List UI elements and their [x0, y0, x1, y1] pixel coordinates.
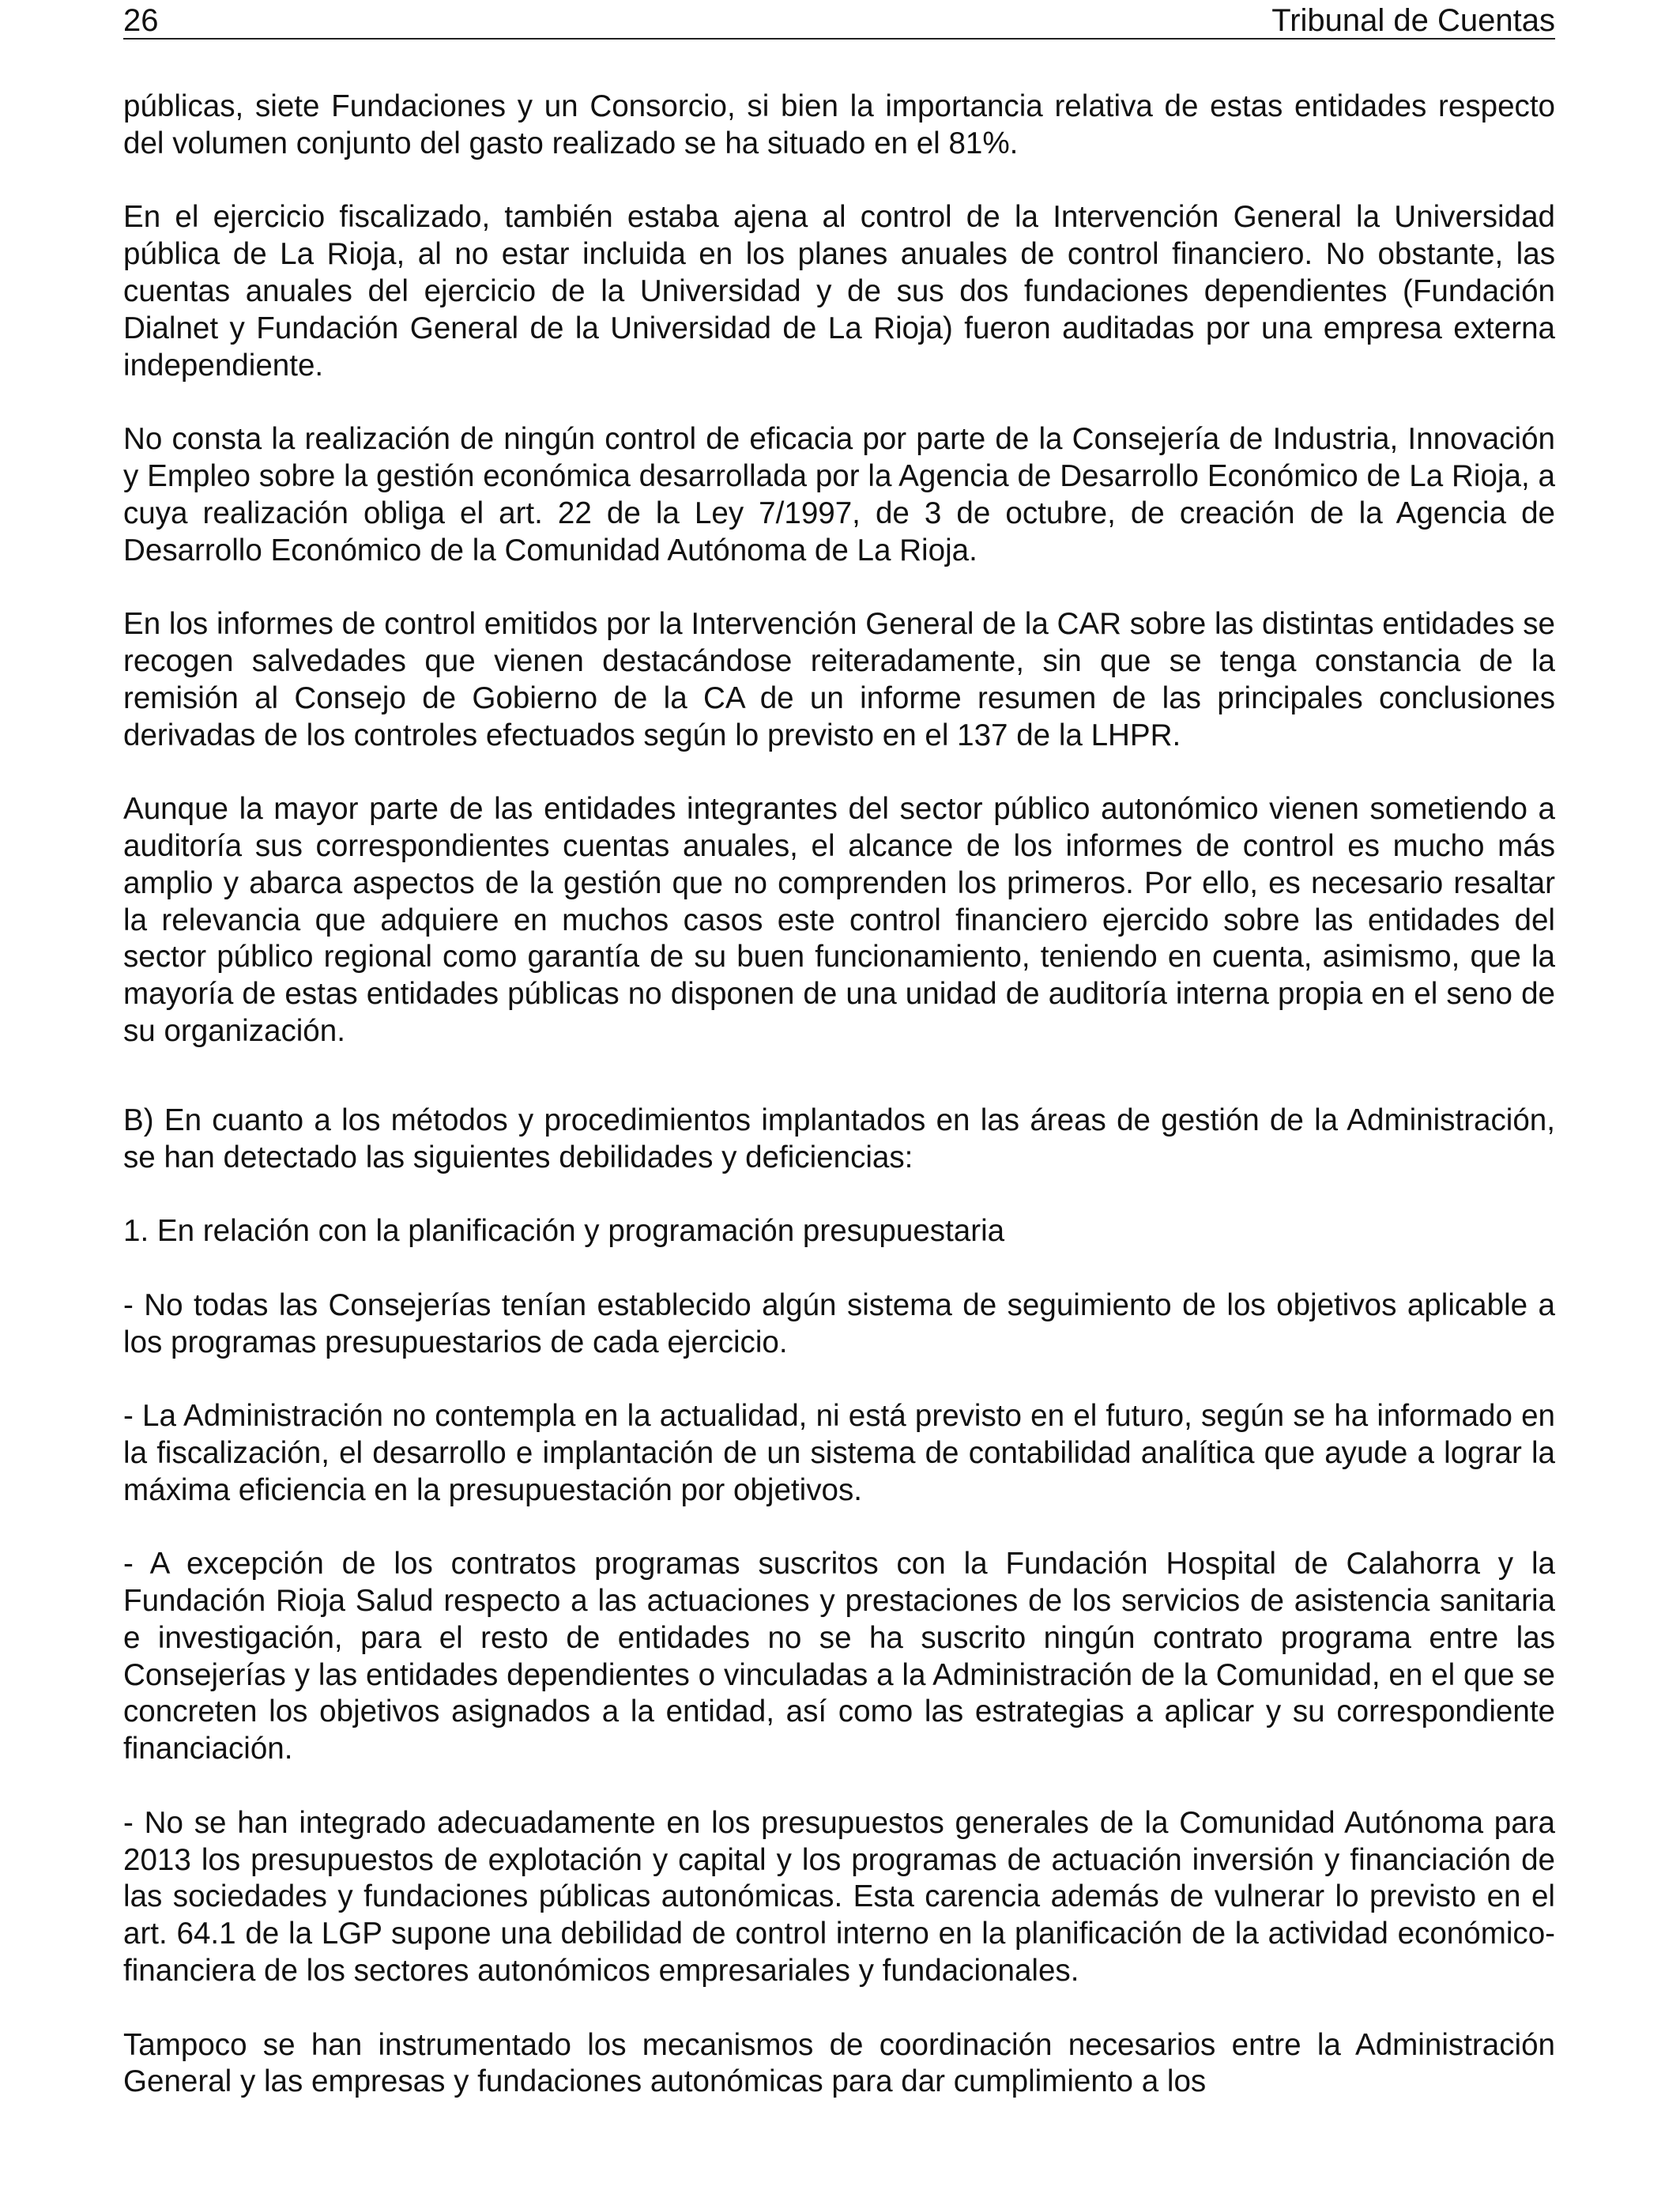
paragraph-1: públicas, siete Fundaciones y un Consorcio, si bien la importancia relativa de estas entidades respecto del volumen conjunto del gasto realizado se ha situado en el 81%. [123, 89, 1555, 160]
bullet-1: - No todas las Consejerías tenían establecido algún sistema de seguimiento de los objetivos aplicable a los programas presupuestarios de cada ejercicio. [123, 1287, 1555, 1359]
document-body [123, 89, 1555, 2101]
running-title: Tribunal de Cuentas [1271, 3, 1555, 38]
paragraph-3: No consta la realización de ningún control de eficacia por parte de la Consejería de Industria, Innovación y Empleo sobre la gestión económica desarrollada por la Agencia de Desarrollo Económico de La Rioja, a cuya realización obliga el art. 22 de la Ley 7/1997, de 3 de octubre, de creación de la Agencia de Desarrollo Económico de la Comunidad Autónoma de La Rioja. [123, 422, 1555, 567]
paragraph-final: Tampoco se han instrumentado los mecanismos de coordinación necesarios entre la Administración General y las empresas y fundaciones autonómicas para dar cumplimiento a los [123, 2027, 1555, 2099]
page-header [123, 0, 1555, 40]
bullet-3: - A excepción de los contratos programas suscritos con la Fundación Hospital de Calahorra y la Fundación Rioja Salud respecto a las actuaciones y prestaciones de los servicios de asistencia sanitaria e investigación, para el resto de entidades no se ha suscrito ningún contrato programa entre las Consejerías y las entidades dependientes o vinculadas a la Administración de la Comunidad, en el que se concreten los objetivos asignados a la entidad, así como las estrategias a aplicar y su correspondiente financiación. [123, 1547, 1555, 1766]
section-b-intro: B) En cuanto a los métodos y procedimientos implantados en las áreas de gestión de la Administración, se han detectado las siguientes debilidades y deficiencias: [123, 1103, 1555, 1174]
bullet-2: - La Administración no contempla en la actualidad, ni está previsto en el futuro, según se ha informado en la fiscalización, el desarrollo e implantación de un sistema de contabilidad analítica que ayude a lograr la máxima eficiencia en la presupuestación por objetivos. [123, 1399, 1555, 1507]
paragraph-5: Aunque la mayor parte de las entidades integrantes del sector público autonómico vienen sometiendo a auditoría sus correspondientes cuentas anuales, el alcance de los informes de control es mucho más amplio y abarca aspectos de la gestión que no comprenden los primeros. Por ello, es necesario resaltar la relevancia que adquiere en muchos casos este control financiero ejercido sobre las entidades del sector público regional como garantía de su buen funcionamiento, teniendo en cuenta, asimismo, que la mayoría de estas entidades públicas no disponen de una unidad de auditoría interna propia en el seno de su organización. [123, 792, 1555, 1048]
page-number: 26 [123, 3, 159, 38]
paragraph-2: En el ejercicio fiscalizado, también estaba ajena al control de la Intervención General la Universidad pública de La Rioja, al no estar incluida en los planes anuales de control financiero. No obstante, las cuentas anuales del ejercicio de la Universidad y de sus dos fundaciones dependientes (Fundación Dialnet y Fundación General de la Universidad de La Rioja) fueron auditadas por una empresa externa independiente. [123, 200, 1555, 383]
subsection-heading: 1. En relación con la planificación y programación presupuestaria [123, 1214, 1005, 1249]
paragraph-4: En los informes de control emitidos por la Intervención General de la CAR sobre las distintas entidades se recogen salvedades que vienen destacándose reiteradamente, sin que se tenga constancia de la remisión al Consejo de Gobierno de la CA de un informe resumen de las principales conclusiones derivadas de los controles efectuados según lo previsto en el 137 de la LHPR. [123, 607, 1555, 752]
bullet-4: - No se han integrado adecuadamente en los presupuestos generales de la Comunidad Autónoma para 2013 los presupuestos de explotación y capital y los programas de actuación inversión y financiación de las sociedades y fundaciones públicas autonómicas. Esta carencia además de vulnerar lo previsto en el art. 64.1 de la LGP supone una debilidad de control interno en la planificación de la actividad económico-financiera de los sectores autonómicos empresariales y fundacionales. [123, 1805, 1555, 1989]
